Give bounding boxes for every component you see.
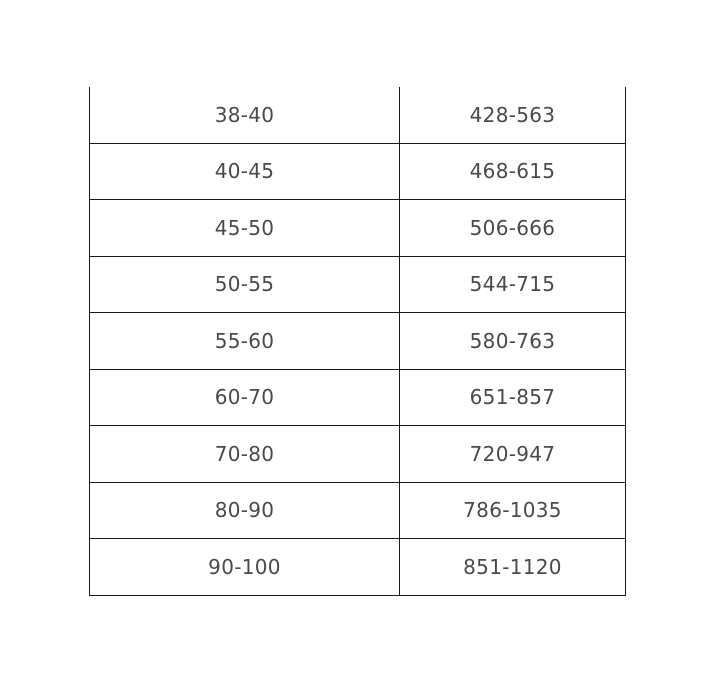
- table-cell-range: 50-55: [90, 256, 400, 313]
- table-row: [90, 256, 626, 313]
- table-cell-value: 851-1120: [400, 539, 626, 596]
- table-row: [90, 369, 626, 426]
- table-cell-range: 40-45: [90, 143, 400, 200]
- data-table-container: [89, 87, 625, 596]
- table-cell-range: 38-40: [90, 87, 400, 143]
- table-cell-range: 70-80: [90, 426, 400, 483]
- table-row: [90, 200, 626, 257]
- data-table: [89, 87, 626, 596]
- table-cell-value: 468-615: [400, 143, 626, 200]
- table-cell-range: 80-90: [90, 482, 400, 539]
- table-row: [90, 143, 626, 200]
- table-row: [90, 539, 626, 596]
- table-cell-range: 90-100: [90, 539, 400, 596]
- table-cell-range: 55-60: [90, 313, 400, 370]
- table-cell-range: 45-50: [90, 200, 400, 257]
- table-cell-value: 428-563: [400, 87, 626, 143]
- table-cell-value: 506-666: [400, 200, 626, 257]
- table-cell-range: 60-70: [90, 369, 400, 426]
- table-cell-value: 786-1035: [400, 482, 626, 539]
- table-cell-value: 651-857: [400, 369, 626, 426]
- table-row: [90, 426, 626, 483]
- table-row: [90, 313, 626, 370]
- table-row: [90, 87, 626, 143]
- table-cell-value: 580-763: [400, 313, 626, 370]
- table-cell-value: 720-947: [400, 426, 626, 483]
- table-cell-value: 544-715: [400, 256, 626, 313]
- table-row: [90, 482, 626, 539]
